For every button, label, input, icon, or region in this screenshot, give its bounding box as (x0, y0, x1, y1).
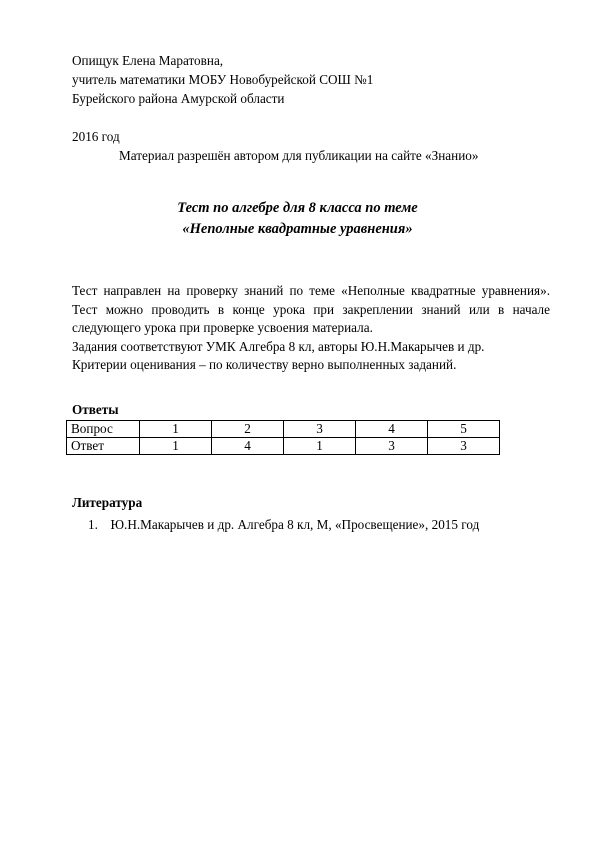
literature-item-text: Ю.Н.Макарычев и др. Алгебра 8 кл, М, «Просвещение», 2015 год (110, 517, 480, 532)
table-cell: 2 (212, 421, 284, 438)
table-cell: 3 (356, 438, 428, 455)
author-position: учитель математики МОБУ Новобурейской СОШ №1 (72, 72, 374, 87)
table-cell: 4 (356, 421, 428, 438)
description-paragraph-3: Критерии оценивания – по количеству верно выполненных заданий. (72, 357, 457, 373)
table-cell: 4 (212, 438, 284, 455)
list-number: 1. (88, 517, 98, 532)
description-paragraph-2: Задания соответствуют УМК Алгебра 8 кл, авторы Ю.Н.Макарычев и др. (72, 338, 485, 354)
table-cell: 3 (428, 438, 500, 455)
literature-heading: Литература (72, 495, 143, 510)
table-cell: 5 (428, 421, 500, 438)
table-cell-row-label: Ответ (67, 438, 140, 455)
author-name: Опищук Елена Маратовна, (72, 53, 224, 68)
table-row-answers (67, 438, 500, 455)
table-cell: 1 (140, 438, 212, 455)
table-cell: 1 (140, 421, 212, 438)
document-title-line-1: Тест по алгебре для 8 класса по теме (177, 200, 418, 216)
table-row-questions (67, 421, 500, 438)
table-cell: 1 (284, 438, 356, 455)
year: 2016 год (72, 129, 120, 144)
answers-heading: Ответы (72, 402, 119, 417)
description-paragraph-1: Тест направлен на проверку знаний по теме «Неполные квадратные уравнения». Тест можно проводить в конце урока при закреплении знаний или в начале следующего урока при проверке усвоения материала. (72, 283, 550, 336)
table-cell-row-label: Вопрос (67, 421, 140, 438)
answers-table (66, 420, 500, 455)
table-cell: 3 (284, 421, 356, 438)
publication-permission: Материал разрешён автором для публикации на сайте «Знанио» (119, 148, 479, 163)
literature-item (88, 516, 479, 534)
author-region: Бурейского района Амурской области (72, 91, 285, 106)
document-title-line-2: «Неполные квадратные уравнения» (182, 221, 413, 237)
description (72, 282, 550, 375)
